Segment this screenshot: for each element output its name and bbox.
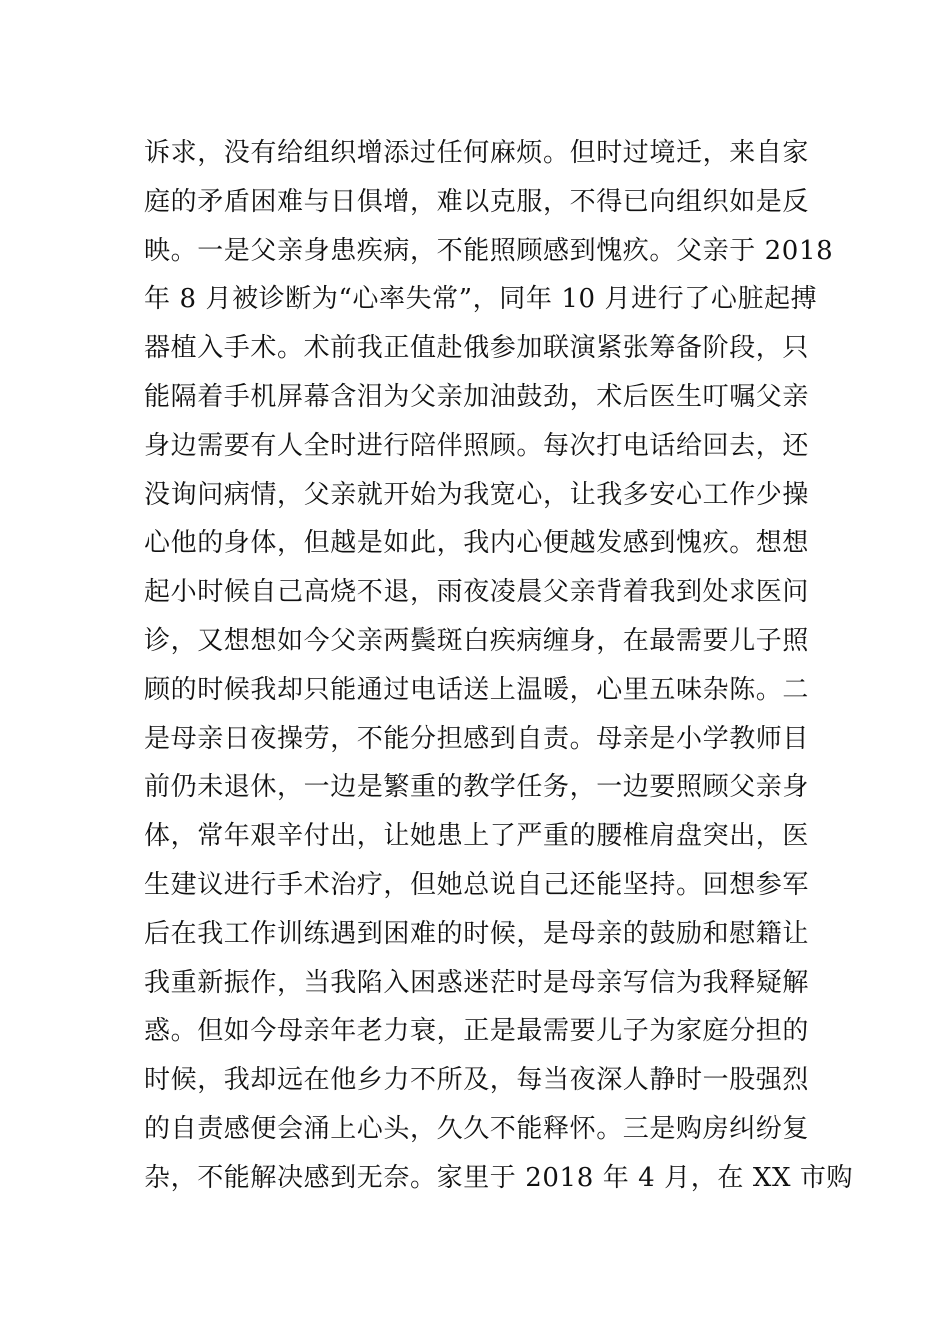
text-line-9: 心他的身体，但越是如此，我内心便越发感到愧疚。想想	[144, 528, 810, 559]
text-line-2: 庭的矛盾困难与日俱增，难以克服，不得已向组织如是反	[144, 186, 810, 217]
text-line-17: 后在我工作训练遇到困难的时候，是母亲的鼓励和慰籍让	[144, 918, 810, 949]
text-line-11: 诊，又想想如今父亲两鬓斑白疾病缠身，在最需要儿子照	[144, 625, 810, 656]
text-line-16: 生建议进行手术治疗，但她总说自己还能坚持。回想参军	[144, 869, 810, 900]
text-line-7: 身边需要有人全时进行陪伴照顾。每次打电话给回去，还	[144, 430, 810, 461]
text-line-18: 我重新振作，当我陷入困惑迷茫时是母亲写信为我释疑解	[144, 967, 810, 998]
text-line-5: 器植入手术。术前我正值赴俄参加联演紧张筹备阶段，只	[144, 333, 810, 364]
text-line-3: 映。一是父亲身患疾病，不能照顾感到愧疚。父亲于 2018	[144, 235, 834, 266]
text-line-22: 杂，不能解决感到无奈。家里于 2018 年 4 月，在 XX 市购	[144, 1162, 854, 1193]
text-line-14: 前仍未退休，一边是繁重的教学任务，一边要照顾父亲身	[144, 772, 810, 803]
text-line-4: 年 8 月被诊断为“心率失常”，同年 10 月进行了心脏起搏	[144, 284, 818, 315]
text-line-21: 的自责感便会涌上心头，久久不能释怀。三是购房纠纷复	[144, 1113, 810, 1144]
text-line-6: 能隔着手机屏幕含泪为父亲加油鼓劲，术后医生叮嘱父亲	[144, 381, 810, 412]
body-text	[144, 129, 854, 1203]
text-line-8: 没询问病情，父亲就开始为我宽心，让我多安心工作少操	[144, 479, 810, 510]
text-line-15: 体，常年艰辛付出，让她患上了严重的腰椎肩盘突出，医	[144, 821, 810, 852]
text-line-19: 惑。但如今母亲年老力衰，正是最需要儿子为家庭分担的	[144, 1016, 810, 1047]
text-line-1: 诉求，没有给组织增添过任何麻烦。但时过境迁，来自家	[144, 138, 810, 168]
text-line-12: 顾的时候我却只能通过电话送上温暖，心里五味杂陈。二	[144, 674, 810, 705]
text-line-10: 起小时候自己高烧不退，雨夜凌晨父亲背着我到处求医问	[144, 577, 810, 608]
text-line-20: 时候，我却远在他乡力不所及，每当夜深人静时一股强烈	[144, 1065, 810, 1096]
text-line-13: 是母亲日夜操劳，不能分担感到自责。母亲是小学教师目	[144, 723, 810, 754]
